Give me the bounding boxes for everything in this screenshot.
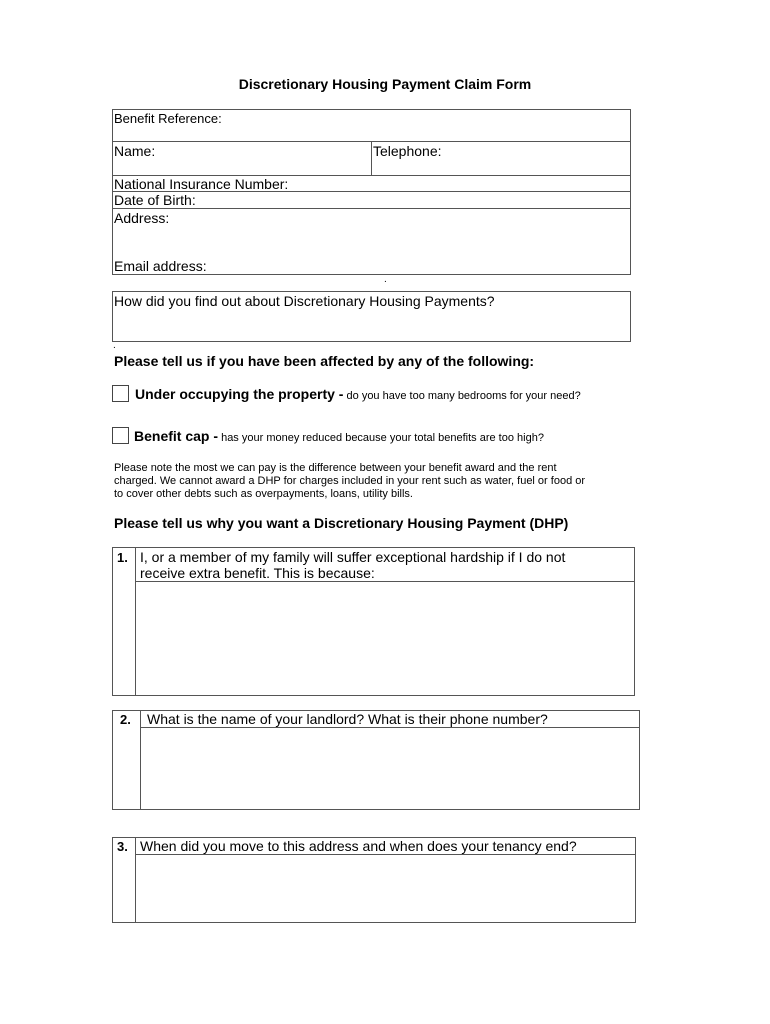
stray-dot: . (113, 340, 116, 351)
question-line: I, or a member of my family will suffer exceptional hardship if I do not (140, 549, 566, 565)
question-text: When did you move to this address and when does your tenancy end? (140, 838, 577, 854)
question-number: 2. (120, 712, 131, 727)
name-label: Name: (114, 143, 156, 159)
tenancy-answer-field[interactable] (140, 859, 630, 917)
ni-number-label: National Insurance Number: (114, 176, 289, 192)
divider (371, 141, 372, 175)
question-number: 1. (117, 550, 128, 565)
form-title: Discretionary Housing Payment Claim Form (238, 76, 532, 92)
payment-note (114, 462, 674, 502)
under-occupying-option (135, 386, 581, 404)
divider (135, 854, 636, 855)
question-text (140, 549, 565, 581)
landlord-answer-field[interactable] (145, 732, 635, 804)
affected-heading: Please tell us if you have been affected by any of the following: (114, 353, 535, 369)
option-detail: do you have too many bedrooms for your need? (343, 390, 581, 402)
email-label: Email address: (114, 258, 207, 274)
address-label: Address: (114, 210, 170, 226)
question-number: 3. (117, 839, 128, 854)
telephone-label: Telephone: (373, 143, 442, 159)
divider (135, 837, 136, 923)
address-field[interactable] (175, 210, 625, 254)
divider (135, 581, 635, 582)
divider (112, 208, 631, 209)
question-line: receive extra benefit. This is because: (140, 565, 375, 581)
note-line: to cover other debts such as overpayments, loans, utility bills. (114, 488, 413, 501)
benefit-cap-checkbox[interactable] (112, 427, 129, 444)
note-line: charged. We cannot award a DHP for charges included in your rent such as water, fuel or food or (114, 475, 586, 488)
benefit-cap-option (134, 428, 544, 446)
option-title: Under occupying the property - (135, 386, 344, 402)
dob-label: Date of Birth: (114, 192, 196, 208)
benefit-reference-field[interactable] (230, 111, 625, 127)
dob-field[interactable] (205, 192, 625, 206)
find-out-question: How did you find out about Discretionary Housing Payments? (114, 293, 495, 309)
divider (135, 547, 136, 696)
name-field[interactable] (160, 143, 365, 159)
email-field[interactable] (216, 258, 625, 272)
benefit-reference-label: Benefit Reference: (114, 111, 222, 126)
under-occupying-checkbox[interactable] (112, 385, 129, 402)
note-line: Please note the most we can pay is the difference between your benefit award and the rent (114, 462, 557, 474)
option-detail: has your money reduced because your total benefits are too high? (218, 432, 544, 444)
option-title: Benefit cap - (134, 428, 219, 444)
stray-dot: . (384, 274, 387, 285)
hardship-answer-field[interactable] (140, 586, 630, 691)
telephone-field[interactable] (450, 143, 625, 159)
ni-number-field[interactable] (305, 176, 625, 190)
find-out-field[interactable] (116, 311, 626, 339)
why-heading: Please tell us why you want a Discretionary Housing Payment (DHP) (114, 515, 569, 531)
divider (140, 710, 141, 810)
divider (140, 727, 640, 728)
question-text: What is the name of your landlord? What is their phone number? (147, 711, 548, 727)
